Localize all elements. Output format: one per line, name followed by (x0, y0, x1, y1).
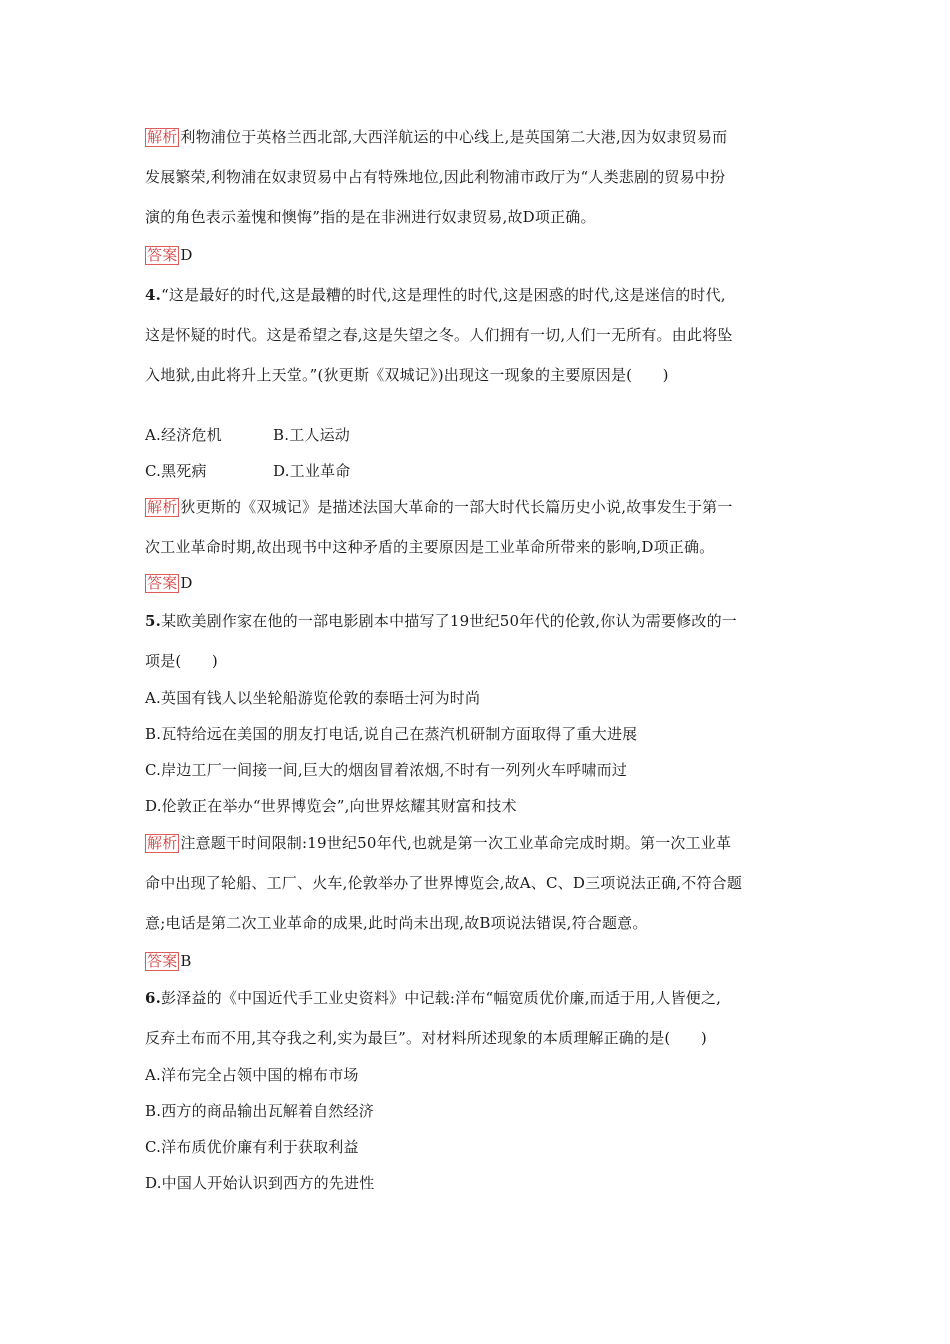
q4-analysis-line-2: 次工业革命时期,故出现书中这种矛盾的主要原因是工业革命所带来的影响,D项正确。 (145, 538, 715, 556)
q4-stem-line-1: 4.“这是最好的时代,这是最糟的时代,这是理性的时代,这是困惑的时代,这是迷信的时代, (145, 286, 726, 304)
analysis-tag: 解析 (147, 834, 178, 852)
q5-number: 5. (145, 612, 162, 630)
q5-option-a: A.英国有钱人以坐轮船游览伦敦的泰晤士河为时尚 (145, 689, 481, 707)
q6-option-a: A.洋布完全占领中国的棉布市场 (145, 1066, 359, 1084)
q4-options-row-1 (145, 425, 350, 445)
q4-option-a: A.经济危机 (145, 426, 222, 444)
q4-answer-value: D (180, 574, 193, 592)
q4-answer (145, 573, 193, 593)
q5-option-c: C.岸边工厂一间接一间,巨大的烟囱冒着浓烟,不时有一列列火车呼啸而过 (145, 761, 628, 779)
q5-answer-value: B (180, 952, 192, 970)
q3-answer-value: D (180, 246, 193, 264)
q6-option-c: C.洋布质优价廉有利于获取利益 (145, 1138, 359, 1156)
q6-stem-line-1: 6.彭泽益的《中国近代手工业史资料》中记载:洋布“幅宽质优价廉,而适于用,人皆便之, (145, 989, 722, 1007)
q3-answer (145, 245, 193, 265)
q3-analysis-line-3: 演的角色表示羞愧和懊悔”指的是在非洲进行奴隶贸易,故D项正确。 (145, 208, 596, 226)
analysis-tag: 解析 (147, 498, 178, 516)
q5-analysis-line-1: 解析 注意题干时间限制:19世纪50年代,也就是第一次工业革命完成时期。第一次工业革 (147, 834, 732, 852)
q5-stem-line-2: 项是( ) (145, 652, 218, 670)
q5-analysis-line-2: 命中出现了轮船、工厂、火车,伦敦举办了世界博览会,故A、C、D三项说法正确,不符合题 (145, 874, 743, 892)
q6-stem-line-2: 反弃土布而不用,其夺我之利,实为最巨”。对材料所述现象的本质理解正确的是( ) (145, 1029, 707, 1047)
q4-number: 4. (145, 286, 162, 304)
q6-number: 6. (145, 989, 162, 1007)
q4-option-d: D.工业革命 (273, 462, 351, 480)
q5-analysis-line-3: 意;电话是第二次工业革命的成果,此时尚未出现,故B项说法错误,符合题意。 (145, 914, 648, 932)
q5-option-d: D.伦敦正在举办“世界博览会”,向世界炫耀其财富和技术 (145, 797, 517, 815)
answer-tag: 答案 (147, 574, 178, 592)
q6-option-d: D.中国人开始认识到西方的先进性 (145, 1174, 375, 1192)
q4-option-c: C.黑死病 (145, 462, 207, 480)
q6-option-b: B.西方的商品输出瓦解着自然经济 (145, 1102, 374, 1120)
q4-option-b: B.工人运动 (273, 426, 350, 444)
q4-analysis-line-1: 解析 狄更斯的《双城记》是描述法国大革命的一部大时代长篇历史小说,故事发生于第一 (147, 498, 733, 516)
q3-analysis-line-1: 解析 利物浦位于英格兰西北部,大西洋航运的中心线上,是英国第二大港,因为奴隶贸易而 (147, 128, 728, 146)
q4-stem-line-2: 这是怀疑的时代。这是希望之春,这是失望之冬。人们拥有一切,人们一无所有。由此将坠 (145, 326, 733, 344)
q3-analysis-line-2: 发展繁荣,利物浦在奴隶贸易中占有特殊地位,因此利物浦市政厅为“人类悲剧的贸易中扮 (145, 168, 726, 186)
q5-stem-line-1: 5.某欧美剧作家在他的一部电影剧本中描写了19世纪50年代的伦敦,你认为需要修改的一 (145, 612, 738, 630)
answer-tag: 答案 (147, 952, 178, 970)
q5-answer (145, 951, 192, 971)
answer-tag: 答案 (147, 246, 178, 264)
q4-options-row-2 (145, 461, 350, 481)
q4-stem-line-3: 入地狱,由此将升上天堂。”(狄更斯《双城记》)出现这一现象的主要原因是( ) (145, 366, 669, 384)
q5-option-b: B.瓦特给远在美国的朋友打电话,说自己在蒸汽机研制方面取得了重大进展 (145, 725, 638, 743)
analysis-tag: 解析 (147, 128, 178, 146)
